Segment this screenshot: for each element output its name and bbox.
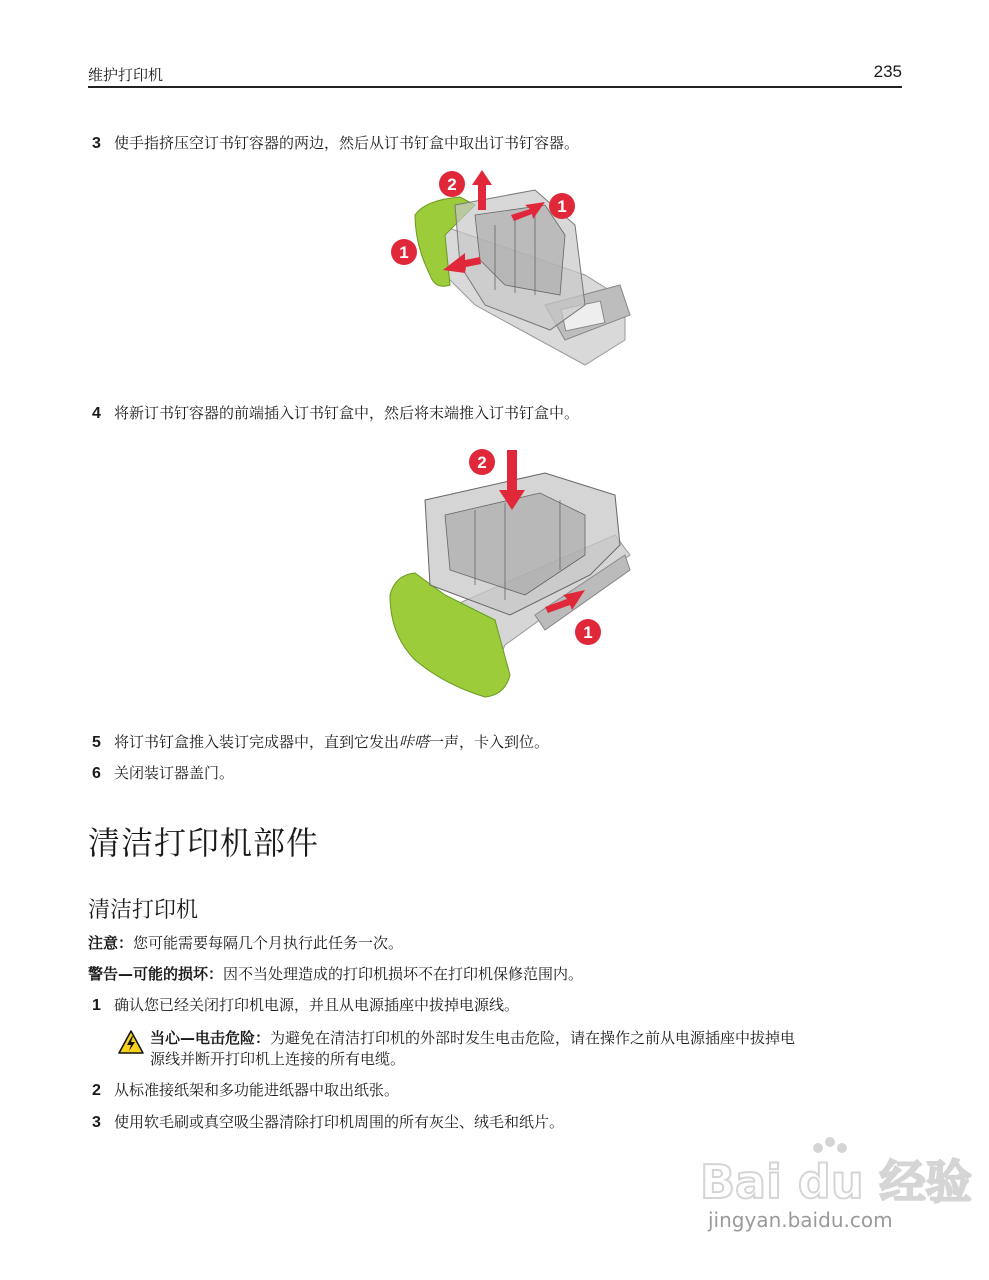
- svg-text:Bai du 经验: Bai du 经验: [700, 1155, 972, 1209]
- note-text: 您可能需要每隔几个月执行此任务一次。: [133, 934, 404, 952]
- staple-cartridge-insertion-figure: [385, 445, 635, 705]
- caution-line1: 为避免在清洁打印机的外部时发生电击危险，请在操作之前从电源插座中拔掉电: [270, 1029, 796, 1047]
- watermark-url: jingyan.baidu.com: [708, 1208, 893, 1232]
- section-title: 清洁打印机部件: [88, 824, 320, 862]
- step-text: [114, 732, 549, 752]
- callout-1: [575, 619, 601, 645]
- step-text-italic: 咔嗒: [399, 733, 430, 751]
- step-text-before: 将订书钉盒推入装订完成器中，直到它发出: [114, 733, 400, 751]
- step-text: 使手指挤压空订书钉容器的两边，然后从订书钉盒中取出订书钉容器。: [114, 134, 580, 152]
- step-item: [92, 1112, 564, 1133]
- warning-paragraph: [88, 964, 583, 984]
- caution-line2: 源线并断开打印机上连接的所有电缆。: [150, 1050, 406, 1068]
- step-item: [92, 1080, 399, 1101]
- callout-1-left: [391, 239, 417, 265]
- caution-text: [150, 1028, 900, 1070]
- step-number: 6: [92, 765, 101, 782]
- caution-label: 当心—电击危险：: [150, 1029, 271, 1047]
- note-paragraph: [88, 933, 403, 953]
- warning-label: 警告—可能的损坏：: [88, 965, 224, 983]
- page-header: [88, 62, 902, 88]
- staple-cartridge-removal-figure: [385, 165, 635, 375]
- svg-text:2: 2: [477, 453, 487, 472]
- step-text: 从标准接纸架和多功能进纸器中取出纸张。: [114, 1081, 400, 1099]
- step-number: 5: [92, 734, 101, 751]
- electric-shock-warning-icon: [118, 1030, 144, 1054]
- svg-text:2: 2: [447, 175, 457, 194]
- step-number: 3: [92, 135, 101, 152]
- warning-text: 因不当处理造成的打印机损坏不在打印机保修范围内。: [223, 965, 584, 983]
- step-number: 3: [92, 1114, 101, 1131]
- step-text: 将新订书钉容器的前端插入订书钉盒中，然后将末端推入订书钉盒中。: [114, 404, 580, 422]
- step-item: [92, 403, 579, 424]
- callout-2: [469, 449, 495, 475]
- step-item: [92, 763, 234, 784]
- step-text: 确认您已经关闭打印机电源，并且从电源插座中拔掉电源线。: [114, 996, 520, 1014]
- svg-text:1: 1: [583, 623, 593, 642]
- step-item: [92, 133, 579, 154]
- step-text: 关闭装订器盖门。: [114, 764, 235, 782]
- svg-text:1: 1: [399, 243, 409, 262]
- step-item: [92, 732, 549, 753]
- step-text: 使用软毛刷或真空吸尘器清除打印机周围的所有灰尘、绒毛和纸片。: [114, 1113, 565, 1131]
- subsection-title: 清洁打印机: [88, 898, 199, 923]
- header-title: 维护打印机: [88, 66, 164, 84]
- step-number: 1: [92, 997, 101, 1014]
- page-number: 235: [873, 62, 902, 81]
- step-number: 4: [92, 405, 101, 422]
- note-label: 注意：: [88, 934, 134, 952]
- step-text-after: 一声，卡入到位。: [429, 733, 550, 751]
- callout-1-right: [549, 193, 575, 219]
- svg-text:1: 1: [557, 197, 567, 216]
- callout-2: [439, 171, 465, 197]
- step-number: 2: [92, 1082, 101, 1099]
- step-item: [92, 995, 519, 1016]
